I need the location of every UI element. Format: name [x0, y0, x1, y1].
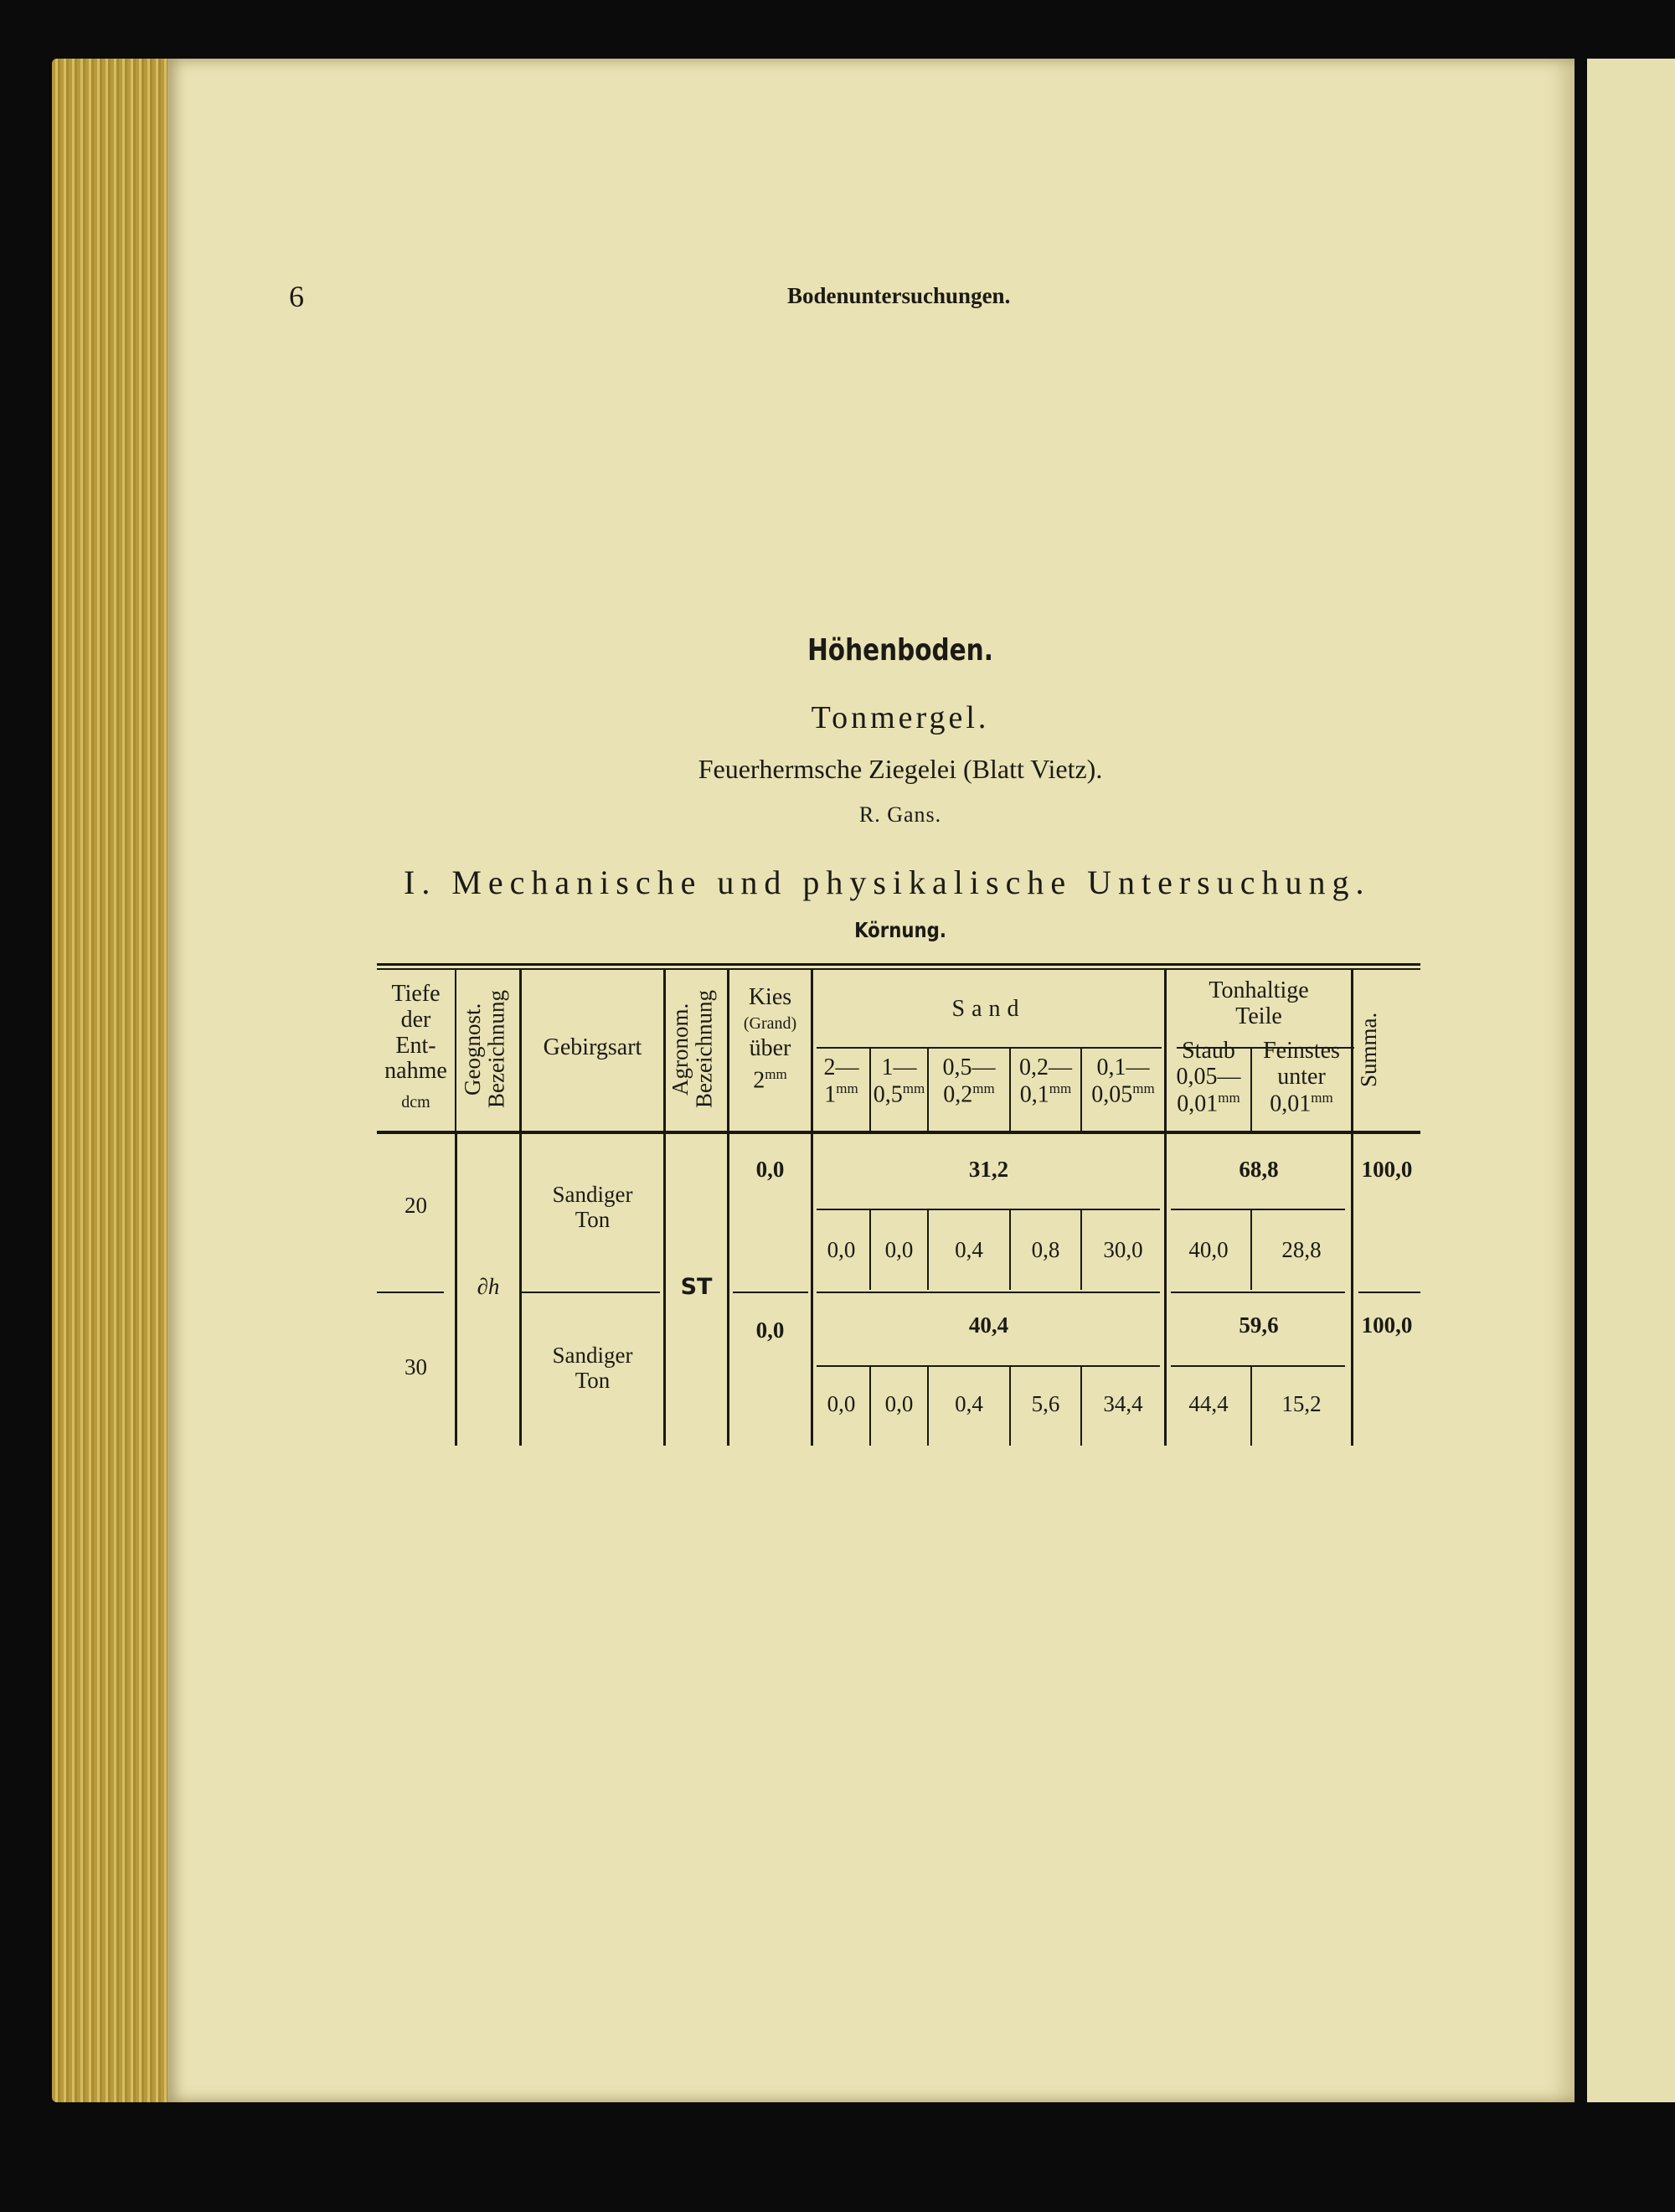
fraction-top: 0,2— [1019, 1054, 1072, 1080]
book-page-edges [52, 59, 178, 2102]
row2-dust: 44,4 [1188, 1391, 1229, 1416]
header-finest [1252, 1039, 1351, 1117]
header-sand-fraction-5 [1082, 1055, 1164, 1108]
header-geognost-line1: Geognost. [460, 1003, 485, 1096]
unit-mm: mm [1218, 1089, 1240, 1106]
header-sand: Sand [951, 996, 1026, 1022]
row-divider [1171, 1292, 1345, 1293]
row2-sum: 100,0 [1361, 1312, 1413, 1338]
fraction-bottom: 0,2 [943, 1081, 973, 1108]
row2-sand-1: 0,0 [827, 1391, 856, 1416]
header-dust-line: 0,01 [1177, 1090, 1219, 1116]
row-divider [733, 1292, 808, 1293]
fraction-top: 0,1— [1096, 1054, 1150, 1080]
row-divider [377, 1292, 444, 1293]
location-line: Feuerhermsche Ziegelei (Blatt Vietz). [698, 754, 1103, 784]
row1-sand-1: 0,0 [827, 1237, 856, 1262]
row2-clay-total: 59,6 [1239, 1312, 1279, 1338]
page-number: 6 [289, 280, 304, 313]
header-rock: Gebirgsart [543, 1034, 642, 1060]
row2-sand-3: 0,4 [955, 1391, 983, 1416]
sand-subheader-rule [817, 1047, 1162, 1049]
rock-line: Sandiger [552, 1182, 633, 1207]
header-agronom-line1: Agronom. [667, 1003, 693, 1096]
rock-line: Sandiger [552, 1343, 633, 1368]
header-depth-line: Ent- [395, 1032, 436, 1059]
row2-gravel: 0,0 [755, 1317, 785, 1343]
row1-sum: 100,0 [1361, 1157, 1413, 1182]
header-gravel-line: über [749, 1034, 791, 1061]
header-agronom-line2: Bezeichnung [691, 990, 717, 1109]
row1-sand-total: 31,2 [968, 1157, 1009, 1182]
fraction-top: 1— [881, 1054, 917, 1080]
table-top-rule-inner [377, 968, 1420, 970]
row1-gravel: 0,0 [755, 1157, 785, 1182]
unit-mm: mm [1049, 1080, 1072, 1096]
row2-rock [522, 1343, 663, 1393]
header-sand-fraction-1 [813, 1055, 869, 1108]
row-divider [522, 1292, 660, 1293]
header-clay [1167, 978, 1351, 1030]
header-sand-fraction-4 [1011, 1055, 1080, 1108]
clay-total-rule [1171, 1209, 1345, 1210]
header-depth [377, 982, 455, 1111]
table-top-rule [377, 963, 1420, 966]
header-geognost [461, 972, 514, 1127]
subtitle: Tonmergel. [811, 700, 990, 735]
unit-mm: mm [836, 1080, 858, 1096]
unit-mm: mm [1311, 1089, 1333, 1106]
agronom-symbol: ST [680, 1274, 713, 1300]
row1-dust: 40,0 [1188, 1237, 1229, 1262]
header-geognost-line2: Bezeichnung [483, 990, 509, 1109]
unit-mm: mm [1132, 1080, 1155, 1096]
fraction-bottom: 0,05 [1091, 1081, 1133, 1108]
part-title: I. Mechanische und physikalische Untersuchung. [404, 864, 1371, 901]
header-agronom [668, 972, 724, 1127]
col-divider [663, 970, 666, 1446]
unit-mm: mm [765, 1065, 787, 1082]
header-dust-line: 0,05— [1176, 1063, 1241, 1090]
header-clay-line: Tonhaltige [1209, 977, 1309, 1003]
row2-sand-total: 40,4 [968, 1312, 1009, 1338]
grain-size-table [377, 963, 1420, 1449]
header-gravel [729, 985, 811, 1094]
header-finest-line: 0,01 [1270, 1090, 1312, 1116]
unit-mm: mm [902, 1080, 925, 1096]
header-sum: Summa. [1356, 1012, 1381, 1087]
row1-sand-3: 0,4 [955, 1237, 983, 1262]
author-line: R. Gans. [858, 802, 942, 827]
col-divider [811, 970, 813, 1446]
row2-sand-2: 0,0 [884, 1391, 914, 1416]
row1-finest: 28,8 [1281, 1237, 1322, 1262]
header-dust-line: Staub [1182, 1038, 1235, 1064]
sand-total-rule [817, 1209, 1160, 1210]
header-clay-line: Teile [1235, 1003, 1282, 1029]
fraction-bottom: 0,5 [873, 1081, 903, 1108]
geognost-symbol: ∂h [477, 1274, 500, 1299]
header-depth-unit: dcm [401, 1093, 430, 1112]
header-sand-fraction-2 [871, 1055, 927, 1108]
section-title: Höhenboden. [807, 633, 993, 668]
header-depth-line: nahme [384, 1058, 447, 1085]
col-divider [455, 970, 456, 1131]
rock-line: Ton [575, 1367, 611, 1393]
header-finest-line: unter [1277, 1063, 1326, 1090]
facing-page-edge [1587, 59, 1675, 2102]
row2-depth: 30 [405, 1354, 427, 1379]
clay-total-rule [1171, 1365, 1345, 1367]
sand-total-rule [817, 1365, 1160, 1367]
row2-sand-4: 5,6 [1031, 1391, 1060, 1416]
running-head: Bodenuntersuchungen. [787, 283, 1011, 308]
row-divider [1358, 1292, 1420, 1293]
col-divider [1351, 970, 1353, 1446]
unit-mm: mm [972, 1080, 995, 1096]
row2-sand-5: 34,4 [1103, 1391, 1143, 1416]
fraction-top: 2— [823, 1054, 859, 1080]
header-bottom-rule [377, 1131, 1420, 1134]
fraction-bottom: 1 [824, 1081, 837, 1108]
row1-depth: 20 [405, 1193, 427, 1218]
header-gravel-line: Kies [748, 984, 792, 1010]
header-finest-line: Feinstes [1263, 1038, 1340, 1064]
row-divider [817, 1292, 1160, 1293]
row1-sand-2: 0,0 [884, 1237, 914, 1262]
fraction-top: 0,5— [942, 1054, 996, 1080]
row1-clay-total: 68,8 [1239, 1157, 1279, 1182]
table-caption: Körnung. [854, 918, 946, 942]
rock-line: Ton [575, 1206, 611, 1232]
row2-finest: 15,2 [1281, 1391, 1322, 1416]
row1-sand-5: 30,0 [1103, 1237, 1143, 1262]
header-dust [1167, 1039, 1250, 1117]
row1-sand-4: 0,8 [1031, 1237, 1060, 1262]
fraction-bottom: 0,1 [1019, 1081, 1049, 1108]
header-gravel-size: 2 [753, 1066, 765, 1093]
header-depth-line: Tiefe [391, 981, 441, 1007]
header-sand-fraction-3 [929, 1055, 1009, 1108]
row1-rock [522, 1183, 663, 1232]
header-gravel-line: (Grand) [743, 1013, 797, 1033]
header-depth-line: der [400, 1006, 431, 1033]
